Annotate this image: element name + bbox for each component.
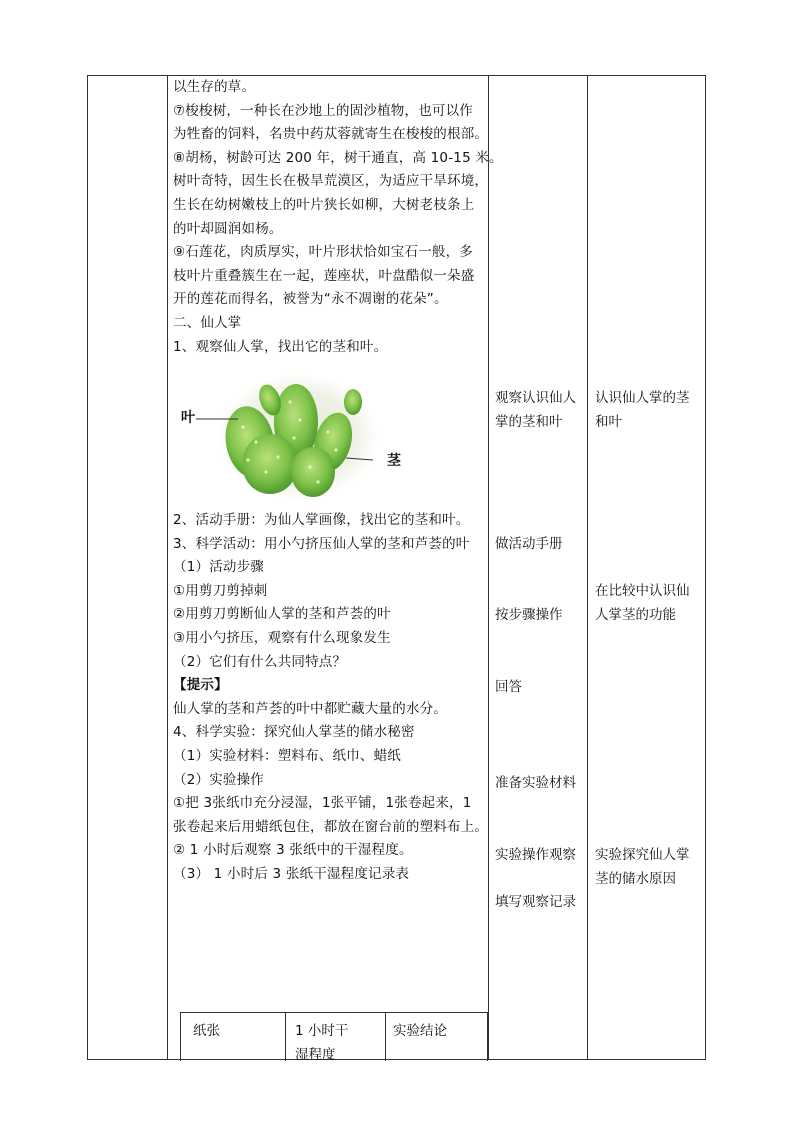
text-line: （1）活动步骤 [173, 559, 264, 576]
text-line: 3、科学活动：用小勺挤压仙人掌的茎和芦荟的叶 [173, 535, 470, 552]
text-line: ①用剪刀剪掉刺 [173, 582, 268, 599]
text-line: 树叶奇特，因生长在极旱荒漠区，为适应干旱环境， [173, 173, 489, 190]
text-line: 在比较中认识仙 [595, 583, 690, 599]
text-line: （1）实验材料：塑料布、纸巾、蜡纸 [173, 747, 401, 764]
student-activity-record: 填写观察记录 [495, 894, 576, 910]
text-line: ⑧胡杨，树龄可达 200 年，树干通直，高 10-15 米。 [173, 149, 503, 166]
table-header-conclusion: 实验结论 [393, 1023, 447, 1039]
design-goal-2 [595, 579, 690, 627]
leaf-label: 叶 [181, 410, 195, 426]
stem-label: 茎 [387, 453, 401, 469]
text-line: 实验探究仙人掌 [595, 847, 690, 863]
design-goal-3 [595, 843, 690, 891]
text-line: 观察认识仙人 [495, 390, 576, 406]
text-line: 枝叶片重叠簇生在一起，莲座状，叶盘酷似一朵盛 [173, 267, 475, 284]
text-line: ⑦梭梭树，一种长在沙地上的固沙植物，也可以作 [173, 102, 474, 119]
text-line: 1、观察仙人掌，找出它的茎和叶。 [173, 338, 388, 355]
text-line: 2、活动手册：为仙人掌画像，找出它的茎和叶。 [173, 512, 470, 528]
text-line: 生长在幼树嫩枝上的叶片狭长如柳，大树老枝条上 [173, 196, 475, 213]
text-line: 为牲畜的饲料，名贵中药苁蓉就寄生在梭梭的根部。 [173, 126, 489, 143]
student-activity-materials: 准备实验材料 [495, 775, 576, 791]
text-line: ③用小勺挤压，观察有什么现象发生 [173, 629, 391, 646]
design-goal-1 [595, 386, 690, 434]
cactus-figure [178, 372, 418, 502]
text-line: 仙人掌的茎和芦荟的叶中都贮藏大量的水分。 [173, 700, 447, 717]
text-line: （2）实验操作 [173, 771, 264, 788]
content-block-2 [173, 509, 488, 887]
student-activity-steps: 按步骤操作 [495, 607, 563, 623]
text-line: 和叶 [595, 414, 622, 430]
text-line: 掌的茎和叶 [495, 414, 563, 430]
lesson-table [87, 75, 706, 1063]
record-table [180, 1012, 488, 1061]
text-line: 以生存的草。 [173, 79, 256, 95]
text-line: 开的莲花而得名，被誉为“永不凋谢的花朵”。 [173, 291, 448, 308]
table-divider [285, 1013, 286, 1061]
table-divider [385, 1013, 386, 1061]
text-line: ①把 3张纸巾充分浸湿，1张平铺，1张卷起来，1 [173, 795, 472, 812]
text-line: ② 1 小时后观察 3 张纸中的干湿程度。 [173, 842, 413, 859]
text-line: 茎的储水原因 [595, 871, 676, 887]
text-line: 认识仙人掌的茎 [595, 390, 690, 406]
text-line: 张卷起来后用蜡纸包住，都放在窗台前的塑料布上。 [173, 818, 489, 835]
content-block-1 [173, 76, 503, 359]
text-line: （3） 1 小时后 3 张纸干湿程度记录表 [173, 865, 410, 882]
text-line: ⑨石莲花，肉质厚实，叶片形状恰如宝石一般，多 [173, 244, 474, 261]
text-line: （2）它们有什么共同特点？ [173, 653, 347, 670]
text-line: 1 小时干 [295, 1023, 349, 1039]
text-line: 的叶却圆润如杨。 [173, 220, 283, 237]
hint-heading: 【提示】 [173, 677, 228, 694]
column-divider [587, 76, 588, 1059]
text-line: ②用剪刀剪断仙人掌的茎和芦荟的叶 [173, 606, 391, 623]
text-line: 人掌茎的功能 [595, 607, 676, 623]
cactus-illustration [178, 372, 418, 502]
student-activity-operate: 实验操作观察 [495, 847, 576, 863]
text-line: 4、科学实验：探究仙人掌茎的储水秘密 [173, 724, 415, 741]
text-line: 湿程度 [295, 1047, 336, 1063]
student-activity-observe [495, 386, 576, 434]
table-header-paper: 纸张 [193, 1023, 220, 1039]
column-divider [167, 76, 168, 1059]
table-header-dryness [295, 1019, 348, 1067]
student-activity-answer: 回答 [495, 679, 522, 695]
section-heading: 二、仙人掌 [173, 314, 242, 331]
student-activity-handbook: 做活动手册 [495, 536, 563, 552]
